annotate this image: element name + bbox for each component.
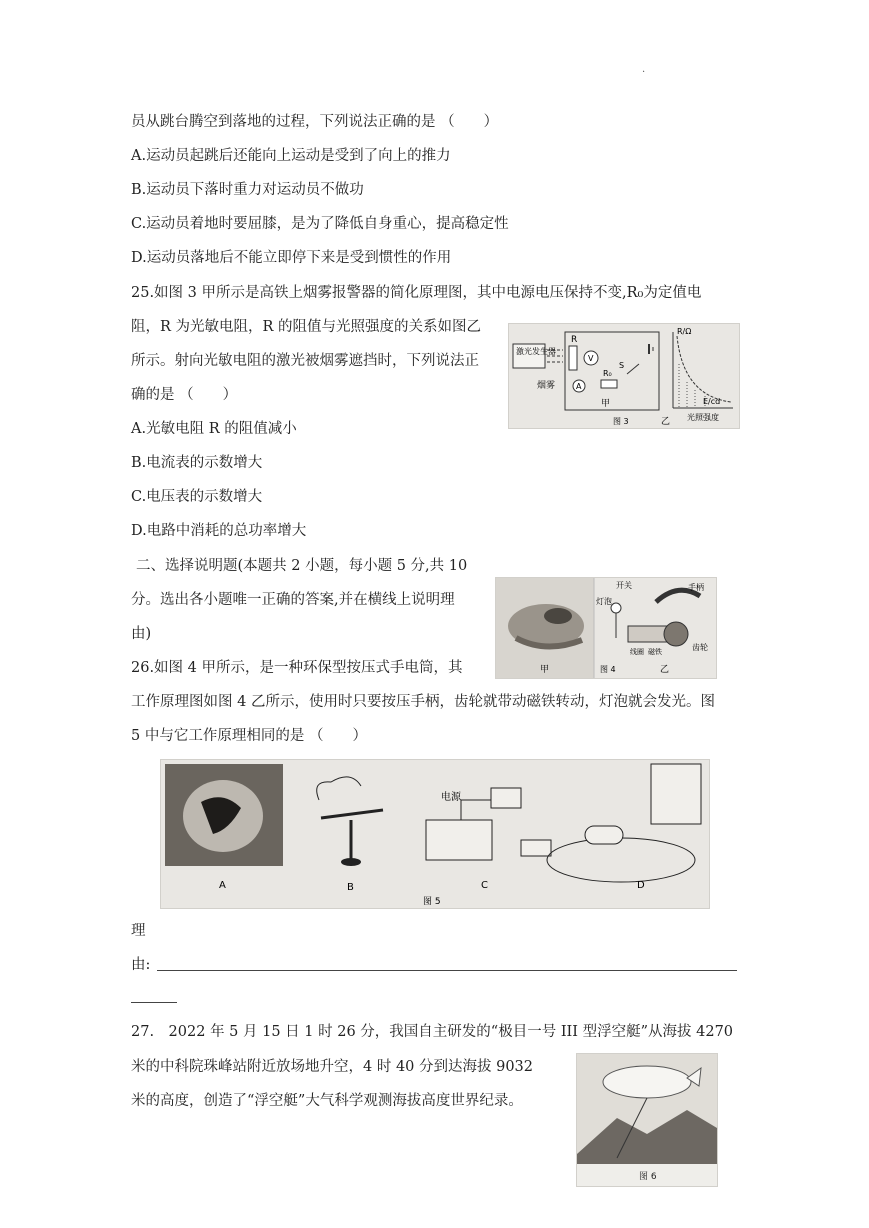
switch-label: 开关 xyxy=(616,581,632,590)
figure-5 xyxy=(160,759,710,909)
y-axis-label: R/Ω xyxy=(677,327,692,336)
figure-4 xyxy=(495,577,717,679)
section2-line-2: 分。选出各小题唯一正确的答案,并在横线上说明理 xyxy=(131,592,455,608)
magnet-label: 磁铁 xyxy=(648,648,662,656)
section2-line-1: 二、选择说明题(本题共 2 小题，每小题 5 分,共 10 xyxy=(136,558,468,574)
figure-5-label-c: C xyxy=(481,880,488,891)
jia-label: 甲 xyxy=(540,665,550,675)
q26-line-1: 26.如图 4 甲所示，是一种环保型按压式手电筒，其 xyxy=(131,660,463,676)
q24-option-d: D.运动员落地后不能立即停下来是受到惯性的作用 xyxy=(131,250,452,266)
x-axis-name: 光照强度 xyxy=(687,413,719,422)
laser-label: 激光发生器 xyxy=(516,347,556,356)
bulb-label: 灯泡 xyxy=(596,597,612,606)
q25-line-4: 确的是 （ ） xyxy=(131,387,238,403)
figure-6-caption: 图 6 xyxy=(639,1172,657,1182)
section2-line-3: 由) xyxy=(131,626,152,642)
figure-5-label-b: B xyxy=(347,882,354,893)
figure-5-drawing xyxy=(161,760,709,908)
q25-line-1: 25.如图 3 甲所示是高铁上烟雾报警器的简化原理图，其中电源电压保持不变,R₀为定值电 xyxy=(131,285,702,301)
q26-line-3: 5 中与它工作原理相同的是 （ ） xyxy=(131,728,367,744)
q24-option-b: B.运动员下落时重力对运动员不做功 xyxy=(131,182,364,198)
q24-option-c: C.运动员着地时要屈膝，是为了降低自身重心，提高稳定性 xyxy=(131,216,509,232)
q25-line-3: 所示。射向光敏电阻的激光被烟雾遮挡时，下列说法正 xyxy=(131,353,479,369)
x-axis-label: E/cd xyxy=(703,397,721,406)
figure-3 xyxy=(508,323,740,429)
figure-3-caption: 图 3 xyxy=(613,417,629,426)
r0-label: R₀ xyxy=(603,369,612,378)
figure-6-drawing xyxy=(577,1054,717,1186)
answer-blank[interactable] xyxy=(157,970,737,971)
figure-5-power-label: 电源 xyxy=(441,792,461,803)
handle-label: 手柄 xyxy=(688,583,704,592)
q27-line-1: 27. 2022 年 5 月 15 日 1 时 26 分，我国自主研发的“极目一号 III 型浮空艇”从海拔 4270 xyxy=(131,1024,734,1040)
yi-label: 乙 xyxy=(661,417,671,427)
figure-6 xyxy=(576,1053,718,1187)
header-mark: . xyxy=(642,64,646,75)
answer-blank-continued[interactable] xyxy=(131,1002,177,1003)
q27-line-3: 米的高度，创造了“浮空艇”大气科学观测海拔高度世界纪录。 xyxy=(131,1093,523,1109)
ammeter-label: A xyxy=(576,382,582,391)
voltmeter-label: V xyxy=(588,354,594,363)
q24-stem: 员从跳台腾空到落地的过程，下列说法正确的是 （ ） xyxy=(131,114,499,130)
figure-5-label-d: D xyxy=(637,880,645,891)
q24-option-a: A.运动员起跳后还能向上运动是受到了向上的推力 xyxy=(131,148,451,164)
q25-option-b: B.电流表的示数增大 xyxy=(131,455,263,471)
reason-label-2: 由: xyxy=(131,957,151,973)
switch-label: S xyxy=(619,361,625,370)
gear-label: 齿轮 xyxy=(692,643,708,652)
q25-option-c: C.电压表的示数增大 xyxy=(131,489,263,505)
q27-line-2: 米的中科院珠峰站附近放场地升空，4 时 40 分到达海拔 9032 xyxy=(131,1059,534,1075)
q25-line-2: 阻，R 为光敏电阻，R 的阻值与光照强度的关系如图乙 xyxy=(131,319,482,335)
reason-label-1: 理 xyxy=(131,923,146,939)
smoke-label: 烟雾 xyxy=(537,381,556,391)
coil-label: 线圈 xyxy=(630,648,644,656)
r-label: R xyxy=(571,335,578,345)
jia-label: 甲 xyxy=(601,399,611,409)
figure-5-label-a: A xyxy=(219,880,226,891)
figure-4-caption: 图 4 xyxy=(600,665,616,674)
q25-option-a: A.光敏电阻 R 的阻值减小 xyxy=(131,421,297,437)
q25-option-d: D.电路中消耗的总功率增大 xyxy=(131,523,307,539)
figure-4-drawing xyxy=(496,578,716,678)
figure-3-circuit xyxy=(509,324,739,428)
q26-line-2: 工作原理图如图 4 乙所示，使用时只要按压手柄，齿轮就带动磁铁转动，灯泡就会发光。图 xyxy=(131,694,715,710)
figure-5-caption: 图 5 xyxy=(423,897,441,907)
yi-label: 乙 xyxy=(660,665,670,675)
